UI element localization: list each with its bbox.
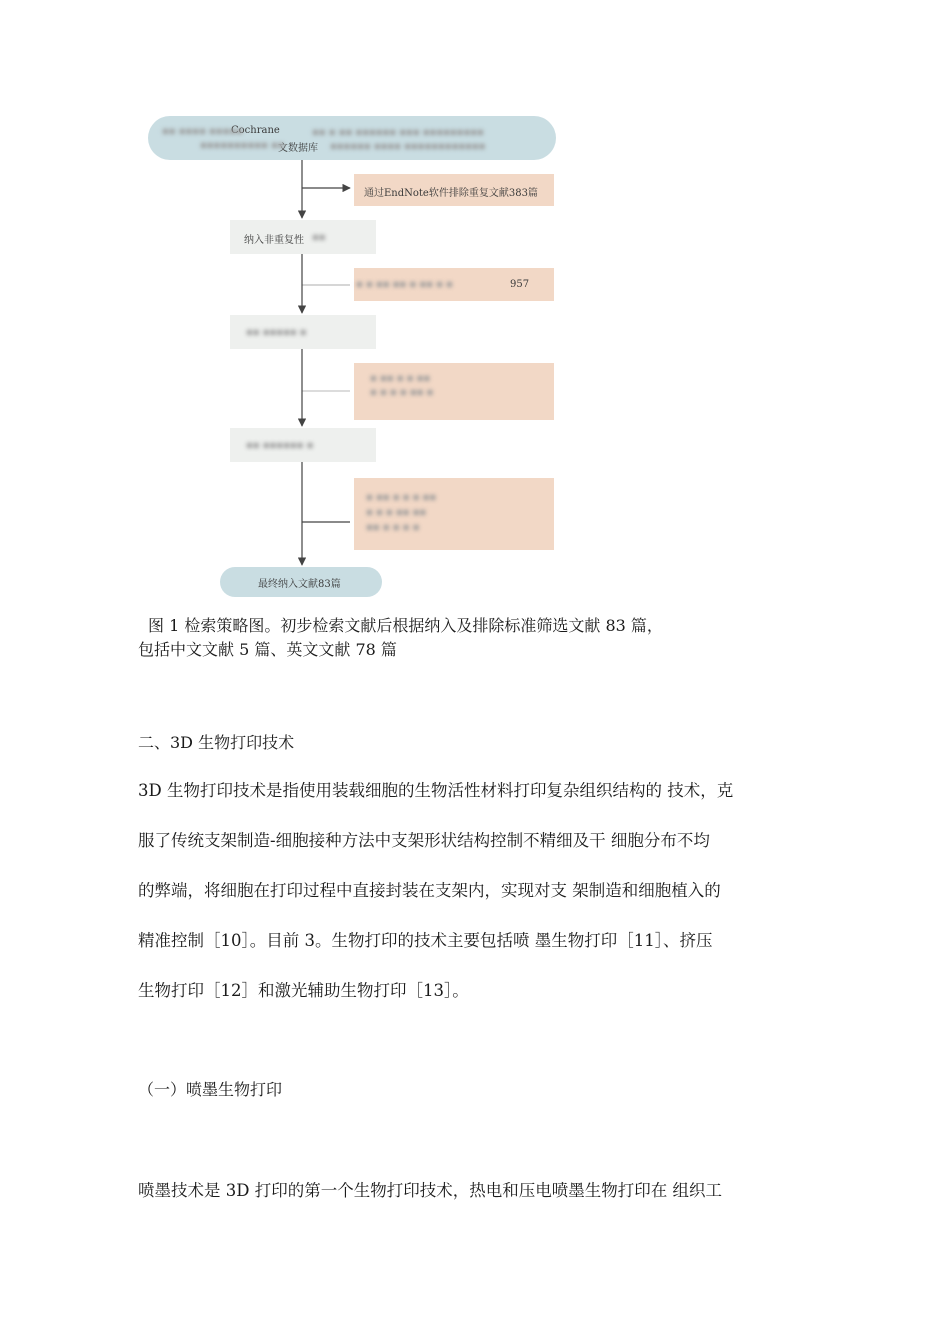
excluded-2-blurred: ▪ ▪▪ ▪ ▪ ▪▪ ▪ ▪ ▪ ▪ ▪▪ ▪ <box>370 373 434 398</box>
excluded-1-blurred: ▪ ▪ ▪▪ ▪▪ ▪ ▪▪ ▪ ▪ <box>356 279 453 290</box>
excluded-3-blurred: ▪ ▪▪ ▪ ▪ ▪ ▪▪ ▪ ▪ ▪ ▪▪ ▪▪ ▪▪ ▪ ▪ ▪ ▪ <box>366 492 437 533</box>
section-heading: 二、3D 生物打印技术 <box>138 733 295 752</box>
paragraph-line: 3D 生物打印技术是指使用装载细胞的生物活性材料打印复杂组织结构的 技术，克 <box>138 781 734 800</box>
top-node-blurred-right2: ▪▪▪▪▪▪ ▪▪▪▪ ▪▪▪▪▪▪▪▪▪▪▪▪ <box>330 141 486 152</box>
dedup-box-label: 通过EndNote软件排除重复文献383篇 <box>364 188 538 199</box>
flowchart-figure <box>0 0 950 610</box>
nonrepeat-box-label: 纳入非重复性 <box>244 235 304 246</box>
top-database-node <box>148 116 556 160</box>
final-node-label: 最终纳入文献83篇 <box>258 579 341 590</box>
subsection-heading: （一）喷墨生物打印 <box>138 1080 283 1099</box>
screen-3-blurred: ▪▪ ▪▪▪▪▪▪ ▪ <box>246 440 314 451</box>
paragraph-line: 喷墨技术是 3D 打印的第一个生物打印技术，热电和压电喷墨生物打印在 组织工 <box>138 1181 722 1200</box>
top-node-blurred-right: ▪▪ ▪ ▪▪ ▪▪▪▪▪▪ ▪▪▪ ▪▪▪▪▪▪▪▪▪ <box>312 127 484 138</box>
caption-line-2: 包括中文文献 5 篇、英文文献 78 篇 <box>138 640 397 659</box>
screen-2-blurred: ▪▪ ▪▪▪▪▪ ▪ <box>246 327 307 338</box>
paragraph-line: 服了传统支架制造-细胞接种方法中支架形状结构控制不精细及干 细胞分布不均 <box>138 831 710 850</box>
section-paragraph <box>138 766 828 1016</box>
top-node-blurred-left: ▪▪ ▪▪▪▪ ▪▪▪▪▪ <box>162 126 243 137</box>
figure-caption <box>138 614 838 662</box>
nonrepeat-blurred: ▪▪ <box>312 232 326 243</box>
top-node-line1: Cochrane <box>231 125 280 136</box>
paragraph-line: 的弊端，将细胞在打印过程中直接封装在支架内，实现对支 架制造和细胞植入的 <box>138 881 721 900</box>
top-node-line2: 文数据库 <box>278 143 318 154</box>
top-node-blurred-left2: ▪▪▪▪▪▪▪▪▪▪ ▪▪ <box>200 140 285 151</box>
flowchart-svg <box>0 0 950 610</box>
excluded-1-count: 957 <box>510 279 530 290</box>
caption-line-1: 图 1 检索策略图。初步检索文献后根据纳入及排除标准筛选文献 83 篇， <box>148 616 663 635</box>
paragraph-line: 生物打印［12］和激光辅助生物打印［13］。 <box>138 981 469 1000</box>
paragraph-line: 精准控制［10］。目前 3。生物打印的技术主要包括喷 墨生物打印［11］、挤压 <box>138 931 713 950</box>
subsection-paragraph <box>138 1166 828 1216</box>
